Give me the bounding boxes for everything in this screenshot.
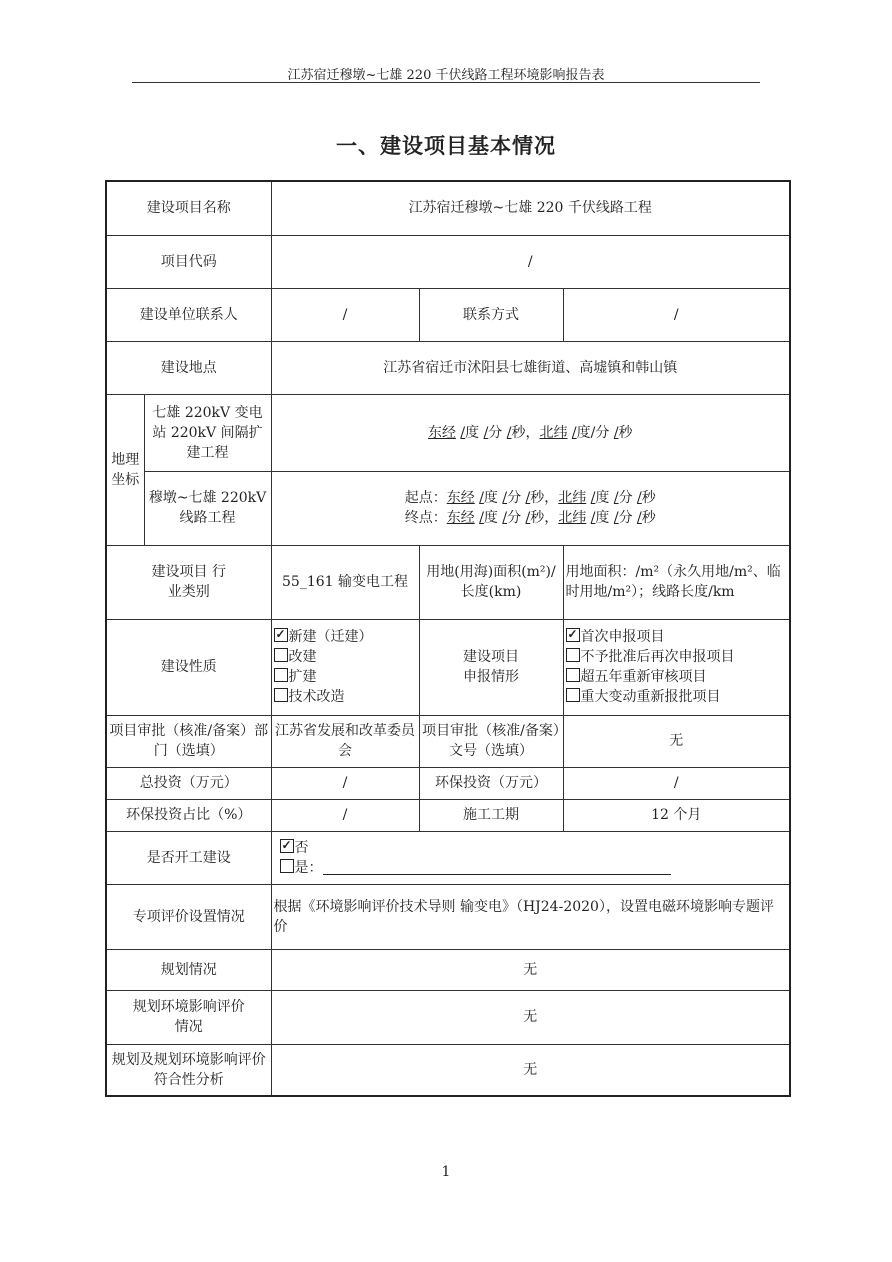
started-blank-line xyxy=(323,860,671,875)
planning-env-value: 无 xyxy=(271,990,790,1044)
checkbox-icon[interactable] xyxy=(280,859,294,873)
started-option-yes: 是： xyxy=(280,858,788,878)
row-planning-env xyxy=(106,990,790,1044)
checkbox-icon[interactable] xyxy=(274,628,288,642)
checkbox-icon[interactable] xyxy=(274,688,288,702)
project-code-label: 项目代码 xyxy=(106,235,271,288)
row-special xyxy=(106,884,790,949)
project-name-label: 建设项目名称 xyxy=(106,181,271,235)
investment-label: 总投资（万元） xyxy=(106,767,271,799)
row-investment xyxy=(106,767,790,799)
row-planning-conformity xyxy=(106,1044,790,1096)
geo-line-label: 穆墩~七雄 220kV 线路工程 xyxy=(144,471,271,545)
running-header: 江苏宿迁穆墩~七雄 220 千伏线路工程环境影响报告表 xyxy=(287,68,605,83)
row-ratio xyxy=(106,799,790,831)
contact-label: 建设单位联系人 xyxy=(106,288,271,341)
page-number: 1 xyxy=(441,1164,451,1180)
row-planning xyxy=(106,949,790,990)
period-label: 施工工期 xyxy=(419,799,563,831)
contact-value: / xyxy=(271,288,419,341)
row-approval xyxy=(106,715,790,767)
declare-option-first: ✓首次申报项目 xyxy=(566,627,788,647)
planning-env-label: 规划环境影响评价情况 xyxy=(106,990,271,1044)
row-industry xyxy=(106,545,790,619)
investment-value: / xyxy=(271,767,419,799)
period-value: 12 个月 xyxy=(563,799,790,831)
planning-label: 规划情况 xyxy=(106,949,271,990)
env-investment-value: / xyxy=(563,767,790,799)
nature-option-tech: 技术改造 xyxy=(274,687,417,707)
special-value: 根据《环境影响评价技术导则 输变电》（HJ24-2020），设置电磁环境影响专题评价 xyxy=(271,884,790,949)
row-project-name xyxy=(106,181,790,235)
special-label: 专项评价设置情况 xyxy=(106,884,271,949)
nature-option-rebuild: 改建 xyxy=(274,647,417,667)
checkbox-icon[interactable] xyxy=(274,648,288,662)
started-label: 是否开工建设 xyxy=(106,831,271,884)
approval-label: 项目审批（核准/备案）部门（选填） xyxy=(106,715,271,767)
ratio-value: / xyxy=(271,799,419,831)
checkbox-icon[interactable] xyxy=(566,648,580,662)
checkbox-icon[interactable] xyxy=(566,688,580,702)
geo-label: 地理坐标 xyxy=(106,394,144,545)
industry-value: 55_161 输变电工程 xyxy=(271,545,419,619)
row-started xyxy=(106,831,790,884)
approval-doc-value: 无 xyxy=(563,715,790,767)
env-investment-label: 环保投资（万元） xyxy=(419,767,563,799)
checkbox-icon[interactable] xyxy=(566,628,580,642)
row-geo-line xyxy=(106,471,790,545)
row-nature xyxy=(106,619,790,715)
checkbox-icon[interactable] xyxy=(566,668,580,682)
geo-line-coords xyxy=(271,471,790,545)
nature-label: 建设性质 xyxy=(106,619,271,715)
section-title: 一、建设项目基本情况 xyxy=(336,134,556,158)
contact-method-label: 联系方式 xyxy=(419,288,563,341)
nature-options xyxy=(271,619,419,715)
declare-options xyxy=(563,619,790,715)
geo-line-end: 终点：东经 /度 /分 /秒，北纬 /度 /分 /秒 xyxy=(404,510,656,526)
row-location xyxy=(106,341,790,394)
planning-conformity-value: 无 xyxy=(271,1044,790,1096)
project-info-table xyxy=(105,180,791,1097)
planning-conformity-label: 规划及规划环境影响评价符合性分析 xyxy=(106,1044,271,1096)
geo-line-start: 起点：东经 /度 /分 /秒，北纬 /度 /分 /秒 xyxy=(404,490,656,506)
nature-option-new: ✓新建（迁建） xyxy=(274,627,417,647)
checkbox-icon[interactable] xyxy=(280,839,294,853)
started-options xyxy=(271,831,790,884)
declare-option-resubmit: 不予批准后再次申报项目 xyxy=(566,647,788,667)
project-name-value: 江苏宿迁穆墩~七雄 220 千伏线路工程 xyxy=(271,181,790,235)
started-option-no: ✓否 xyxy=(280,838,788,858)
area-label: 用地(用海)面积(m²)/长度(km) xyxy=(419,545,563,619)
approval-value: 江苏省发展和改革委员会 xyxy=(271,715,419,767)
checkbox-icon[interactable] xyxy=(274,668,288,682)
declare-option-major-change: 重大变动重新报批项目 xyxy=(566,687,788,707)
declare-option-five-year: 超五年重新审核项目 xyxy=(566,667,788,687)
planning-value: 无 xyxy=(271,949,790,990)
ratio-label: 环保投资占比（%） xyxy=(106,799,271,831)
area-value: 用地面积：/m²（永久用地/m²、临时用地/m²）；线路长度/km xyxy=(563,545,790,619)
location-value: 江苏省宿迁市沭阳县七雄街道、高墟镇和韩山镇 xyxy=(271,341,790,394)
industry-label: 建设项目 行业类别 xyxy=(106,545,271,619)
header-rule xyxy=(132,82,760,83)
approval-doc-label: 项目审批（核准/备案）文号（选填） xyxy=(419,715,563,767)
contact-method-value: / xyxy=(563,288,790,341)
declare-label: 建设项目 申报情形 xyxy=(419,619,563,715)
row-project-code xyxy=(106,235,790,288)
row-geo-substation xyxy=(106,394,790,471)
geo-substation-label: 七雄 220kV 变电站 220kV 间隔扩建工程 xyxy=(144,394,271,471)
nature-option-expand: 扩建 xyxy=(274,667,417,687)
geo-substation-coords: 东经 /度 /分 /秒，北纬 /度/分 /秒 xyxy=(271,394,790,471)
row-contact xyxy=(106,288,790,341)
location-label: 建设地点 xyxy=(106,341,271,394)
project-code-value: / xyxy=(271,235,790,288)
